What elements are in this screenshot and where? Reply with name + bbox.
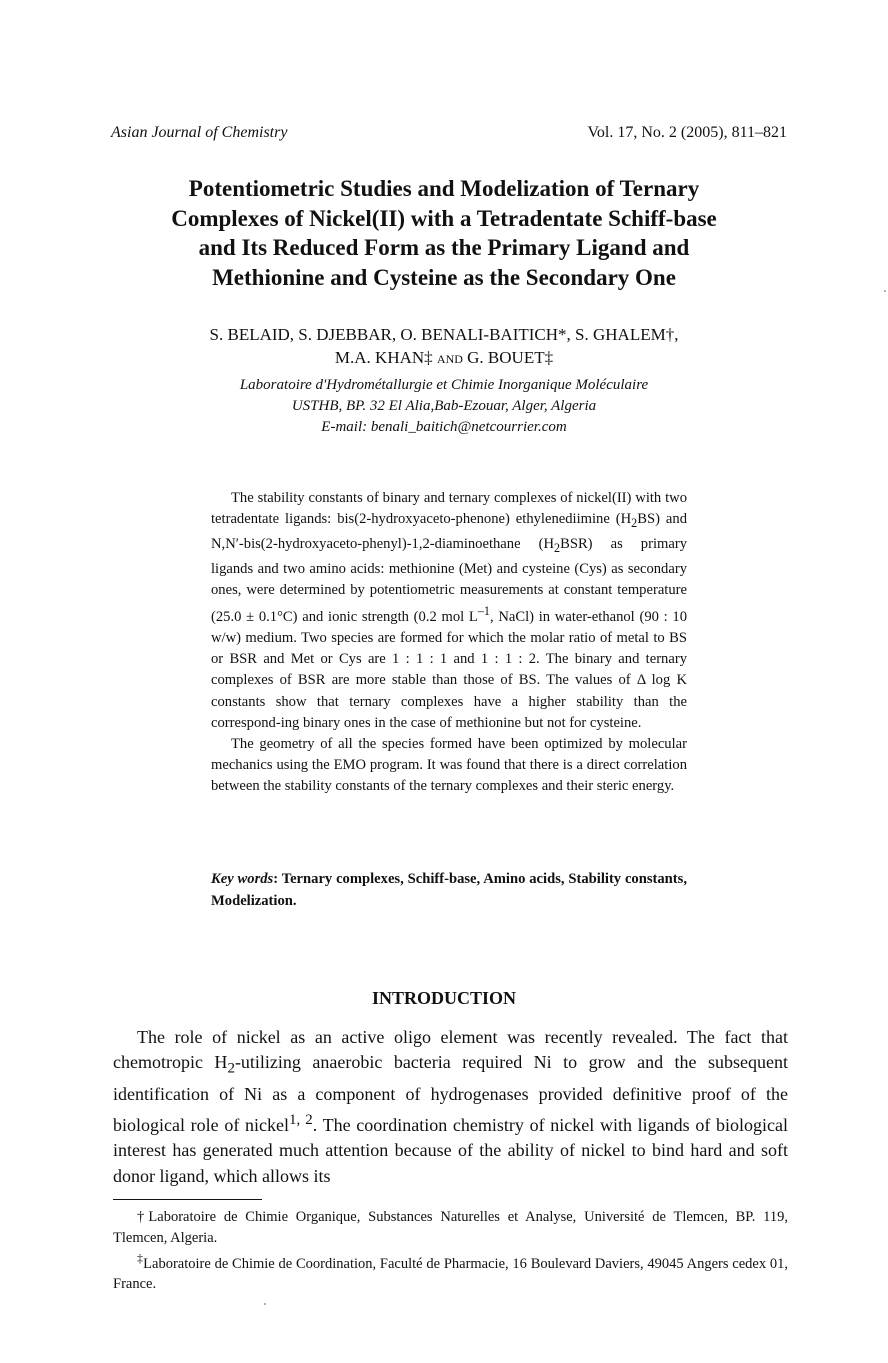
- footnote-mark: †: [137, 1209, 149, 1225]
- abstract-paragraph: [211, 488, 687, 734]
- authors-line: M.A. KHAN‡ and G. BOUET‡: [334, 347, 554, 367]
- affiliation-line: USTHB, BP. 32 El Alia,Bab-Ezouar, Alger, Algeria: [291, 398, 597, 414]
- footnote: [113, 1248, 788, 1295]
- affiliation-line: Laboratoire d'Hydrométallurgie et Chimie Inorganique Moléculaire: [239, 377, 649, 393]
- intro-text: The role of nickel as an active oligo element was recently revealed. The fact that chemotropic H: [113, 1027, 788, 1073]
- keywords-text: : Ternary complexes, Schiff-base, Amino acids, Stability constants, Modelization.: [211, 871, 687, 909]
- title-line: Methionine and Cysteine as the Secondary One: [212, 264, 676, 290]
- footnote-mark: ‡: [137, 1251, 144, 1265]
- scan-speck: [264, 1303, 266, 1305]
- subscript: 2: [554, 541, 561, 555]
- affiliation: [100, 375, 788, 438]
- keywords-label: Key words: [211, 871, 274, 887]
- abstract-text: The stability constants of binary and ternary complexes of nickel(II) with two tetradentate ligands: bis(2-hydroxyaceto-phenone) ethylenediimine (H: [211, 490, 687, 528]
- title-line: Potentiometric Studies and Modelization of Ternary: [188, 176, 700, 201]
- abstract-text: BSR) as primary ligands and two amino acids: methionine (Met) and cysteine (Cys) as secondary ones, were determined by potentiometric measurements at constant temperature (25.0 ± 0.1°C) and ionic strength (0.2 mol L: [211, 536, 687, 626]
- footnotes: [113, 1207, 788, 1295]
- article-title: [100, 174, 788, 292]
- volume-info: Vol. 17, No. 2 (2005), 811–821: [587, 124, 787, 141]
- citation-superscript: 1, 2: [289, 1111, 313, 1128]
- intro-text: . The coordination chemistry of nickel with ligands of biological interest has generated much attention because of the ability of nickel to bind hard and soft donor ligand, which allows its: [113, 1114, 788, 1186]
- abstract-text: BS) and N,N′-bis(2-hydroxyaceto-phenyl)-1,2-diaminoethane (H: [211, 511, 687, 553]
- affiliation-email: E-mail: benali_baitich@netcourrier.com: [321, 419, 567, 435]
- footnote-rule: [113, 1199, 262, 1200]
- intro-text: -utilizing anaerobic bacteria required Ni to grow and the subsequent identification of Ni as a component of hydrogenases provided definitive proof of the biological role of nickel: [113, 1052, 788, 1135]
- footnote-text: Laboratoire de Chimie Organique, Substances Naturelles et Analyse, Université de Tlemcen, BP. 119, Tlemcen, Algeria.: [113, 1209, 788, 1246]
- footnote-text: Laboratoire de Chimie de Coordination, Faculté de Pharmacie, 16 Boulevard Daviers, 49045 Angers cedex 01, France.: [113, 1255, 788, 1293]
- journal-name: Asian Journal of Chemistry: [111, 124, 288, 141]
- scan-speck: [884, 290, 886, 292]
- author-list: [100, 324, 788, 369]
- keywords: [211, 869, 687, 912]
- introduction-body: [113, 1025, 788, 1189]
- subscript: 2: [631, 516, 638, 530]
- section-heading: INTRODUCTION: [371, 988, 517, 1008]
- title-line: and Its Reduced Form as the Primary Ligand and: [198, 235, 690, 261]
- title-line: Complexes of Nickel(II) with a Tetradentate Schiff-base: [171, 205, 717, 231]
- abstract-paragraph: The geometry of all the species formed have been optimized by molecular mechanics using the EMO program. It was found that there is a direct correlation between the stability constants of the ternary complexes and their steric energy.: [211, 735, 687, 794]
- intro-paragraph: [113, 1025, 788, 1189]
- abstract-text: , NaCl) in water-ethanol (90 : 10 w/w) medium. Two species are formed for which the molar ratio of metal to BS or BSR and Met or Cys are 1 : 1 : 1 and 1 : 1 : 2. The binary and ternary complexes of BSR are more stable than those of BS. The values of Δ log K constants show that ternary complexes have a higher stability than the correspond-ing binary ones in the case of methionine but not for cysteine.: [211, 609, 687, 731]
- abstract: [211, 488, 687, 797]
- footnote: [113, 1207, 788, 1248]
- superscript: –1: [477, 604, 490, 619]
- authors-line: S. BELAID, S. DJEBBAR, O. BENALI-BAITICH*, S. GHALEM†,: [209, 325, 679, 344]
- running-head: [111, 124, 787, 146]
- subscript: 2: [227, 1061, 235, 1077]
